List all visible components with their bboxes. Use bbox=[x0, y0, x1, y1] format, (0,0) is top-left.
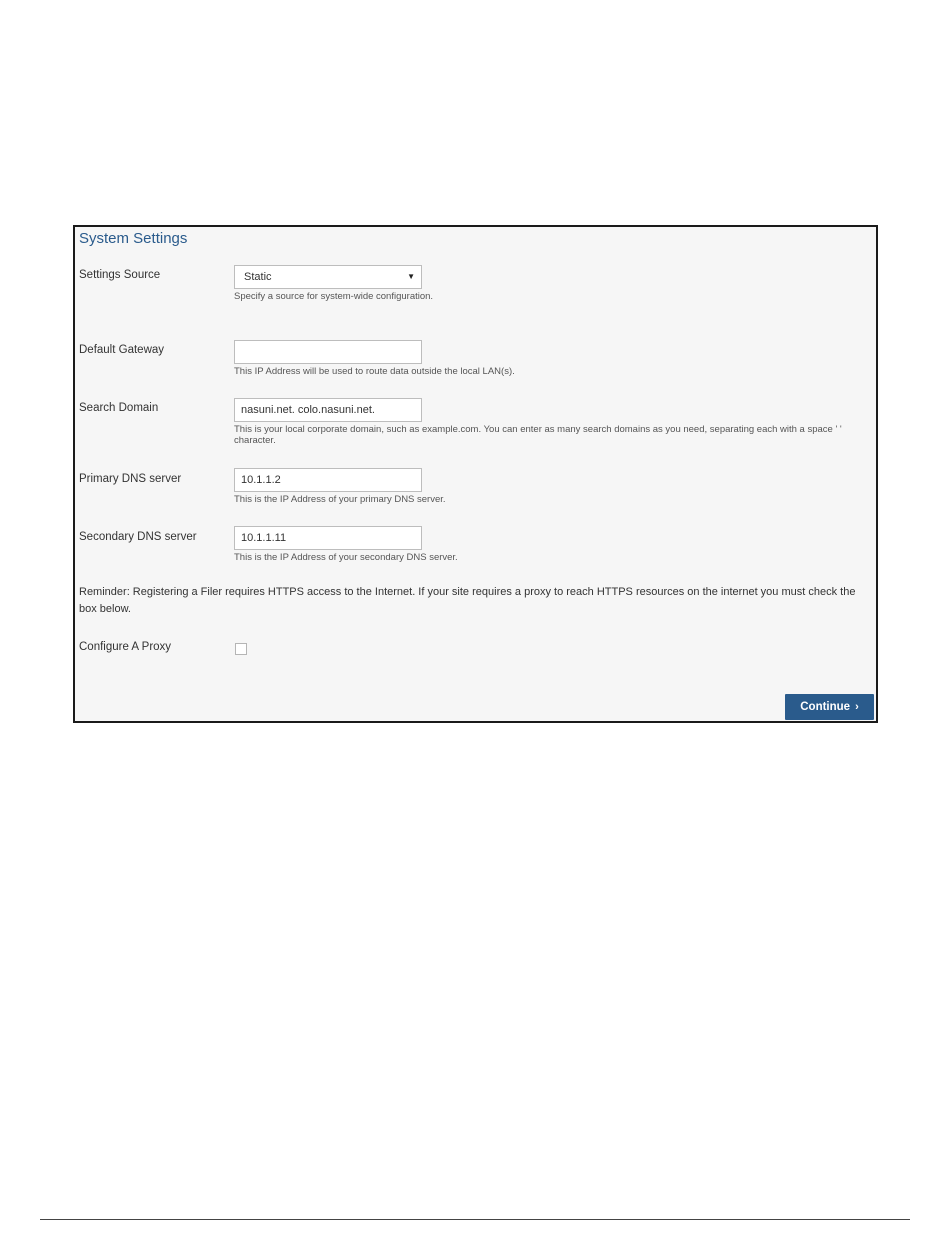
reminder-text: : Registering a Filer requires HTTPS access to the Internet. If your site requires a proxy to reach HTTPS resources on the internet you must check the box below. bbox=[79, 586, 856, 615]
settings-source-help: Specify a source for system-wide configuration. bbox=[234, 291, 434, 302]
secondary-dns-help: This is the IP Address of your secondary DNS server. bbox=[234, 552, 458, 563]
settings-source-select[interactable] bbox=[234, 265, 422, 289]
configure-proxy-checkbox[interactable] bbox=[235, 643, 247, 655]
continue-label: Continue bbox=[800, 701, 851, 713]
primary-dns-input[interactable]: 10.1.1.2 bbox=[234, 468, 422, 492]
search-domain-label: Search Domain bbox=[79, 402, 159, 414]
configure-proxy-label: Configure A Proxy bbox=[79, 641, 172, 653]
search-domain-group bbox=[234, 398, 869, 446]
settings-source-group bbox=[234, 265, 433, 302]
footer-divider bbox=[40, 1219, 910, 1220]
settings-source-label: Settings Source bbox=[79, 269, 161, 281]
settings-source-value: Static bbox=[244, 271, 272, 283]
proxy-reminder bbox=[79, 584, 875, 618]
continue-button[interactable] bbox=[785, 694, 874, 720]
primary-dns-help: This is the IP Address of your primary DNS server. bbox=[234, 494, 446, 505]
secondary-dns-label: Secondary DNS server bbox=[79, 531, 197, 543]
dropdown-arrow-icon: ▼ bbox=[407, 272, 415, 281]
search-domain-help: This is your local corporate domain, such as example.com. You can enter as many search domains as you need, separating each with a space ' ' character. bbox=[234, 424, 842, 446]
panel-title: System Settings bbox=[79, 230, 188, 247]
secondary-dns-input[interactable]: 10.1.1.11 bbox=[234, 526, 422, 550]
default-gateway-label: Default Gateway bbox=[79, 344, 165, 356]
secondary-dns-group bbox=[234, 526, 458, 563]
system-settings-panel bbox=[73, 225, 878, 723]
primary-dns-label: Primary DNS server bbox=[79, 473, 182, 485]
chevron-right-icon: › bbox=[855, 701, 859, 713]
search-domain-input[interactable]: nasuni.net. colo.nasuni.net. bbox=[234, 398, 422, 422]
primary-dns-group bbox=[234, 468, 446, 505]
default-gateway-group bbox=[234, 340, 515, 377]
default-gateway-input[interactable] bbox=[234, 340, 422, 364]
reminder-prefix: Reminder bbox=[79, 586, 127, 598]
default-gateway-help: This IP Address will be used to route data outside the local LAN(s). bbox=[234, 366, 515, 377]
